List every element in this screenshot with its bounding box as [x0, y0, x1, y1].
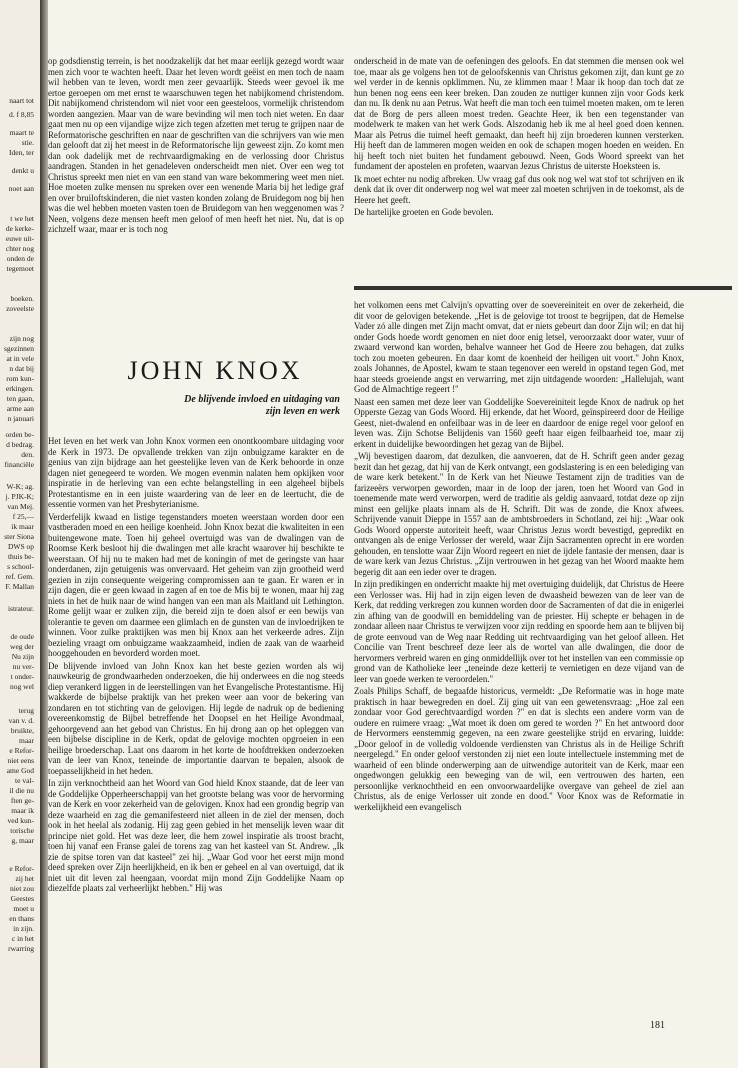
left-page-fragment: maar ik — [11, 806, 34, 815]
left-page-fragment: weg der — [10, 642, 34, 651]
left-page-fragment: boeken. — [10, 294, 34, 303]
left-page-fragment: ame God — [6, 766, 34, 775]
left-page-fragment: den. — [21, 450, 34, 459]
left-page-fragment: nog wel — [10, 682, 34, 691]
left-page-fragment: il die nu — [9, 786, 34, 795]
paragraph: Het leven en het werk van John Knox vormen een onontkoombare uitdaging voor de Kerk in 1973. De opvallende trekken van zijn onbuigzame karakter en de genius van zijn bijdrage aan het geestelijke leven van de Kerk behoorde in onze dagen niet genegeerd te worden. We mogen evenmin nalaten hem opkijken voor inspiratie in de herleving van een echte belangstelling in een algeheel bijbels Protestantisme en in een juiste waardering van de leer en de leertucht, die de essentie vormen van het Presbyterianisme. — [48, 436, 344, 509]
paragraph: De blijvende invloed van John Knox kan het beste gezien worden als wij nauwkeurig de grondwaarheden onderzoeken, die hij onderwees en die nog steeds diep verankerd liggen in de leerstellingen van het Evangelische Protestantisme. Hij wakkerde de bijbelse praktijk van het preken weer aan voor de bekering van zondaren en tot stichting van de gelovigen. Hij legde de nadruk op de bediening overeenkomstig de Bijbel betreffende het Doopsel en het Heilige Avondmaal, gehoorgevend aan het gebod van Christus. En hij drong aan op het opleggen van een bijbelse discipline in de Kerk, opdat de gelovige mochten opgroeien in een heilige broederschap. Laat ons daarom in het korte de hoofdtrekken onderzoeken van de leer van Knox, teneinde de importantie daarvan te bepalen, alsook de toepasselijkheid in het heden. — [48, 660, 344, 776]
left-page-fragment: torische — [10, 826, 34, 835]
article-subtitle: De blijvende invloed en uitdaging van zijn leven en werk — [184, 394, 340, 417]
left-page-fragment: euwe uit- — [5, 234, 34, 243]
left-page-fragment: rwarring — [8, 944, 34, 953]
paragraph: Naast een samen met deze leer van Goddelijke Soevereiniteit legde Knox de nadruk op het Opperste Gezag van Gods Woord. Hij erkende, dat het Woord, geïnspireerd door de Heilige Geest, niet-dwalend en onfeilbaar was in de leer en daardoor de enige regel voor geloof en leven was. Zijn Schotse Belijdenis van 1560 geeft haar eigen feilbaarheid toe, maar zij erkent in duidelijke bewoordingen het gezag van de Bijbel. — [354, 396, 684, 449]
paragraph: De hartelijke groeten en Gode bevolen. — [354, 207, 494, 217]
left-page-fragment: g, maar — [11, 836, 34, 845]
left-page-fragment: n dat bij — [9, 364, 34, 373]
left-page-fragment: zijn nog — [9, 334, 34, 343]
paragraph: In zijn verknochtheid aan het Woord van God hield Knox staande, dat de leer van de Goddelijke Opperheerschappij van het grootste belang was voor de hervorming van de Kerk en voor zekerheid van de gelovigen. Knox had een grondig begrip van deze waarheid en zag die gemanifesteerd niet alleen in de ziel der mensen, doch ook in het heelal als zodanig. Hij zag geen gebied in het menselijk leven waar dit principe niet gold. Het was deze leer, die hem zowel inspiratie als troost bracht, toen hij vanaf een Franse galei de torens zag van het kasteel van St. Andrew. „Ik zie de spitse toren van dat kasteel" zei hij. „Waar God voor het eerst mijn mond deed spreken over Zijn heerlijkheid, en ik ben er geheel en al van overtuigd, dat ik niet uit dit leven zal heengaan, voordat mijn mond Zijn Goddelijke Naam op diezelfde plaats zal verheerlijkt hebben." Hij was — [48, 778, 344, 893]
article-column-2 — [354, 300, 684, 1012]
left-page-fragment: c in het — [11, 934, 34, 943]
left-page-fragment: d. f 8,85 — [9, 110, 34, 119]
left-page-fragment: de oude — [10, 632, 34, 641]
left-page-fragment: at in vele — [6, 354, 34, 363]
left-page-edge — [0, 0, 40, 1068]
left-page-fragment: financiële — [4, 460, 34, 469]
left-page-fragment: niet zou — [10, 884, 34, 893]
left-page-fragment: terug — [18, 706, 34, 715]
left-page-fragment: ster Siona — [4, 532, 34, 541]
left-page-fragment: noet aan — [8, 184, 34, 193]
paragraph: „Wij bevestigen daarom, dat dezulken, die aanvoeren, dat de H. Schrift geen ander gezag bezit dan het gezag, dat hij van de Kerk ontvangt, een godslastering is en een belediging van de ware kerk betekent." In de Kerk van het Nieuwe Testament zijn de tradities van de farizeeërs verworpen geworden, maar in de loop der jaren, toen het Woord van God in toenemende mate werd verworpen, werd de traditie als geldig aanvaard, totdat deze op zijn minst een gelijke plaats innam als de H. Schrift. Dit was de zonde, die Knox afwees. Schrijvende vanuit Dieppe in 1557 aan de ambtsbroeders in Schotland, zei hij: „Waar ook Gods Woord opperste autoriteit heeft, waar Christus Jezus wordt bevestigd, gepredikt en ontvangen als de enige Verlosser der wereld, waar Zijn Sacramenten oprecht in ere worden gehouden, en tenslotte waar Zijn Woord regeert en niet de ijdele fantasie der mensen, daar is de ware kerk van Jezus Christus. „Zijn vertrouwen in het gezag van het Woord maakte hem begerig dit aan een ieder over te dragen. — [354, 451, 684, 577]
left-page-fragment: t we het — [10, 214, 34, 223]
left-page-fragment: ik maar — [11, 522, 34, 531]
left-page-fragment: zij het — [15, 874, 34, 883]
left-page-fragment: onden de — [6, 254, 34, 263]
letter-column-2 — [354, 56, 684, 276]
left-page-fragment: Nu zijn — [11, 652, 34, 661]
left-page-fragment: ref. Gem. — [5, 572, 34, 581]
paragraph: Zoals Philips Schaff, de begaafde historicus, vermeldt: „De Reformatie was in hoge mate praktisch in haar bewegreden en doel. Zij ging uit van een gewetensvraag: „Hoe zal een zondaar voor God gerechtvaardigd worden ?" en dat is slechts een andere vorm van de oudere en ruimere vraag: „Wat moet ik doen om gered te worden ?" En het antwoord door de Hervormers eenstemmig gegeven, na een zware geestelijke strijd en ervaring, luidde: „Door geloof in de volledig voldoende verdiensten van Christus als in de Heilige Schrift neergelegd." En onder geloof verstonden zij niet een loute intellectuele instemming met de waarheid of een blinde onderwerping aan de uitwendige autoriteit van de Kerk, maar een ongedwongen gelukkig een beweging van de wil, een vertrouwen des harten, een persoonlijke verknochtheid en een onvoorwaardelijke overgave van geheel de ziel aan Christus, als de enige Verlosser uit zonde en dood." Voor Knox was de Reformatie in werkelijkheid een evangelisch — [354, 686, 684, 812]
left-page-fragment: naart tot — [9, 96, 34, 105]
left-page-fragment: orden be- — [5, 430, 34, 439]
left-page-fragment: t onder- — [10, 672, 34, 681]
left-page-fragment: chter nog — [5, 244, 34, 253]
left-page-fragment: maart te — [9, 128, 34, 137]
left-page-fragment: n januari — [7, 414, 34, 423]
left-page-fragment: e Refor- — [9, 864, 34, 873]
left-page-fragment: stie. — [21, 138, 34, 147]
left-page-fragment: d bedrag. — [6, 440, 34, 449]
section-divider-rule — [354, 286, 732, 290]
left-page-fragment: W-K; ag. — [6, 482, 34, 491]
left-page-fragment: s school- — [7, 562, 34, 571]
left-page-fragment: zoveelste — [6, 304, 34, 313]
left-page-fragment: F. Mallan — [5, 582, 34, 591]
left-page-fragment: erkingen. — [5, 384, 34, 393]
left-page-fragment: maar — [19, 736, 34, 745]
left-page-fragment: Geestes — [10, 894, 34, 903]
left-page-fragment: denkt u — [11, 166, 34, 175]
left-page-fragment: rom kun- — [6, 374, 34, 383]
left-page-fragment: van v. d. — [8, 716, 34, 725]
paragraph: onderscheid in de mate van de oefeningen des geloofs. En dat stemmen die mensen ook wel toe, maar als ge volgens hen tot de geloofskennis van Christus gekomen zijt, dan kunt ge zo wel verder in de kennis opklimmen. Nu, ze klimmen maar ! Maar ik hoop dan toch dat ze hun benen nog eens een keer breken. Dan zouden ze nuttiger kunnen zijn voor Gods kerk dan nu. Ik denk nu aan Petrus. Wat heeft die man toch een tuimel moeten maken, om te leren dat de Borg de pers alleen moest treden. Geachte Heer, ik ben een tegenstander van modelwerk te maken van het werk Gods. Alszodanig heb ik me al heel goed doen kennen. Maar als Petrus die tuimel heeft gemaakt, dan heeft hij zijn broederen kunnen versterken. Hij heeft dan de lammeren mogen weiden en ook de schapen mogen hoeden en weiden. En hij heeft toch niet buiten het fundament gebouwd. Neen, Gods Woord spreekt van het fundament der apostelen en profeten, waarvan Jezus Christus de uiterste Hoeksteen is. — [354, 56, 684, 171]
left-page-fragment: j. PJK-K; — [5, 492, 34, 501]
left-page-fragment: tegemoet — [6, 264, 34, 273]
left-page-fragment: nu ver- — [12, 662, 34, 671]
left-page-fragment: niet eens — [7, 756, 34, 765]
paragraph: Ik moet echter nu nodig afbreken. Uw vraag gaf dus ook nog wel wat stof tot schrijven en ik denk dat ik over dit onderwerp nog wel wat meer zal moeten schrijven in de toekomst, als de Heere het geeft. — [354, 173, 684, 205]
left-page-fragment: Iden, ter — [9, 148, 34, 157]
paragraph: het volkomen eens met Calvijn's opvatting over de soevereiniteit en over de zekerheid, die dit voor de gelovigen betekende. „Het is de gelovige tot troost te begrijpen, dat de Hemelse Vader zó alle dingen met Zijn macht omvat, dat er niets gebeurt dan door Zijn wil; en dat hij onder Gods hoede wordt genomen en niet door enig letsel, veroorzaakt door water, vuur of zwaard verwond kan worden, behalve wanneer het God de Heere zou behagen, dat zulks toch zou moeten gebeuren. En daar komt de koenheid der heiligen uit voort." John Knox, zoals Johannes, de Apostel, kwam te staan tegenover een wereld in opstand tegen God, met haar steeds groeiende angst en verwarring, met zijn uitdagende woorden: „Hallelujah, want God de Almachtige regeert !" — [354, 300, 684, 394]
left-page-fragment: ten gaan, — [6, 394, 34, 403]
paragraph: op godsdienstig terrein, is het noodzakelijk dat het maar eerlijk gezegd wordt waar men zich voor te wachten heeft. Daar het leven wordt geëist en men toch de naam wil hebben van te leven, wordt men zeer gevaarlijk. Steeds weer gevoel ik me ertoe geroepen om met ernst te waarschuwen tegen het nabijkomend christendom. Dit nabijkomend christendom wil niet voor een geesteloos, vormelijk christendom worden aangezien. Maar van de ware bevinding wil men toch niet weten. En daar gaat men nu op een vijandige wijze zich tegen afzetten met terug te grijpen naar de Reformatorische geschriften en naar de geschriften van die schrijvers van wie men dan gelooft dat zij het meest in de Reformatorische lijn geweest zijn. Zo komt men dan ook dadelijk met de rechtvaardigmaking en de verlossing door Christus aandragen. Standen in het genadeleven onderscheidt men niet. Over een weg tot Christus spreekt men niet en van een stand van ware bekommering weet men niet. Hoe moeten zulke mensen nu spreken over een wenende Maria bij het ledige graf en over bruiloftskinderen, die niet vasten konden zolang de Bruidegom nog bij hen was die wel hebben moeten vasten toen de Bruidegom van hen weggenomen was ? Neen, volgens deze mensen heeft men geloof of men heeft het niet. Nu, dat is op zichzelf waar, maar er is toch nog — [48, 56, 344, 234]
left-page-fragment: e Refor- — [9, 746, 34, 755]
left-page-fragment: te val- — [15, 776, 34, 785]
left-page-fragment: in zijn. — [13, 924, 34, 933]
left-page-fragment: ften ge- — [10, 796, 34, 805]
left-page-fragment: van Mej. — [7, 502, 34, 511]
article-title: JOHN KNOX — [127, 356, 303, 385]
left-page-fragment: bruikte, — [10, 726, 34, 735]
left-page-fragment: f 25,— — [12, 512, 34, 521]
article-column-1 — [48, 436, 344, 1006]
left-page-fragment: en thans — [9, 914, 34, 923]
paragraph: In zijn predikingen en onderricht maakte hij met overtuiging duidelijk, dat Christus de Heere een Verlosser was. Hij had in zijn eigen leven de dwaasheid bewezen van de leer van de Kerk, dat redding verkregen zou kunnen worden door de Sacramenten of dat die in enigerlei zin afhing van de goodwill en bemiddeling van de priester. Hij schepte er behagen in de zondaar alleen naar Christus te verwijzen voor zijn redding en spoorde hem aan te blijven bij de grote eenvoud van de Weg naar Redding uit rechtvaardiging van het geloof alleen. Het Concilie van Trent beschreef deze leer als de wortel van alle dwalingen, die door de hervormers verbreid waren en ging onmiddellijk over tot het instellen van een commissie op grond van de Katholieke leer „teneinde deze ketterij te vernietigen en deze vijand van de leer van goede werken te veroordelen." — [354, 579, 684, 684]
letter-column-1 — [48, 56, 344, 276]
page-number: 181 — [650, 1020, 665, 1031]
left-page-fragment: ved kun- — [7, 816, 34, 825]
left-page-fragment: thuis be- — [7, 552, 34, 561]
left-page-fragment: arme aan — [6, 404, 34, 413]
paragraph: Verderfelijk kwaad en listige tegenstanders moeten weerstaan worden door een vastberaden moed en een heilige koenheid. John Knox bezat die kwaliteiten in een buitengewone mate. Toen hij geheel overtuigd was van de dwalingen van de Roomse Kerk besloot hij die dwalingen met alle kracht waarover hij beschikte te weerstaan. Of hij nu te maken had met de koningin of met de geringste van haar onderdanen, zijn getuigenis was onvervaard. Het geheim van zijn grootheid werd gezien in zijn consequente weigering compromissen aan te gaan. Er waren er in zijn dagen, die er geen kwaad in zagen af en toe de Mis bij te wonen, maar hij zag niets in het de huik naar de wind hangen van een man als Maitland uit Lethington. Rome gelijt waar er zulken zijn, die bereid zijn te doen alsof er een bewijs van tolerantie te geven om daarmee een glimlach en de gunsten van de invloedrijken te winnen. Voor zulke praktijken was men bij Knox aan het verkeerde adres. Zijn bezieling vraagt om onbuigzame waakzaamheid, indien de zaak van de waarheid hooggehouden en bevorderd worden moet. — [48, 511, 344, 658]
left-page-fragment: DWS op — [7, 542, 34, 551]
right-page — [48, 0, 738, 1068]
left-page-fragment: de kerke- — [5, 224, 34, 233]
left-page-fragment: istrateur. — [7, 604, 34, 613]
book-spine — [40, 0, 48, 1068]
left-page-fragment: moet u — [13, 904, 34, 913]
left-page-fragment: sgezinnen — [4, 344, 34, 353]
